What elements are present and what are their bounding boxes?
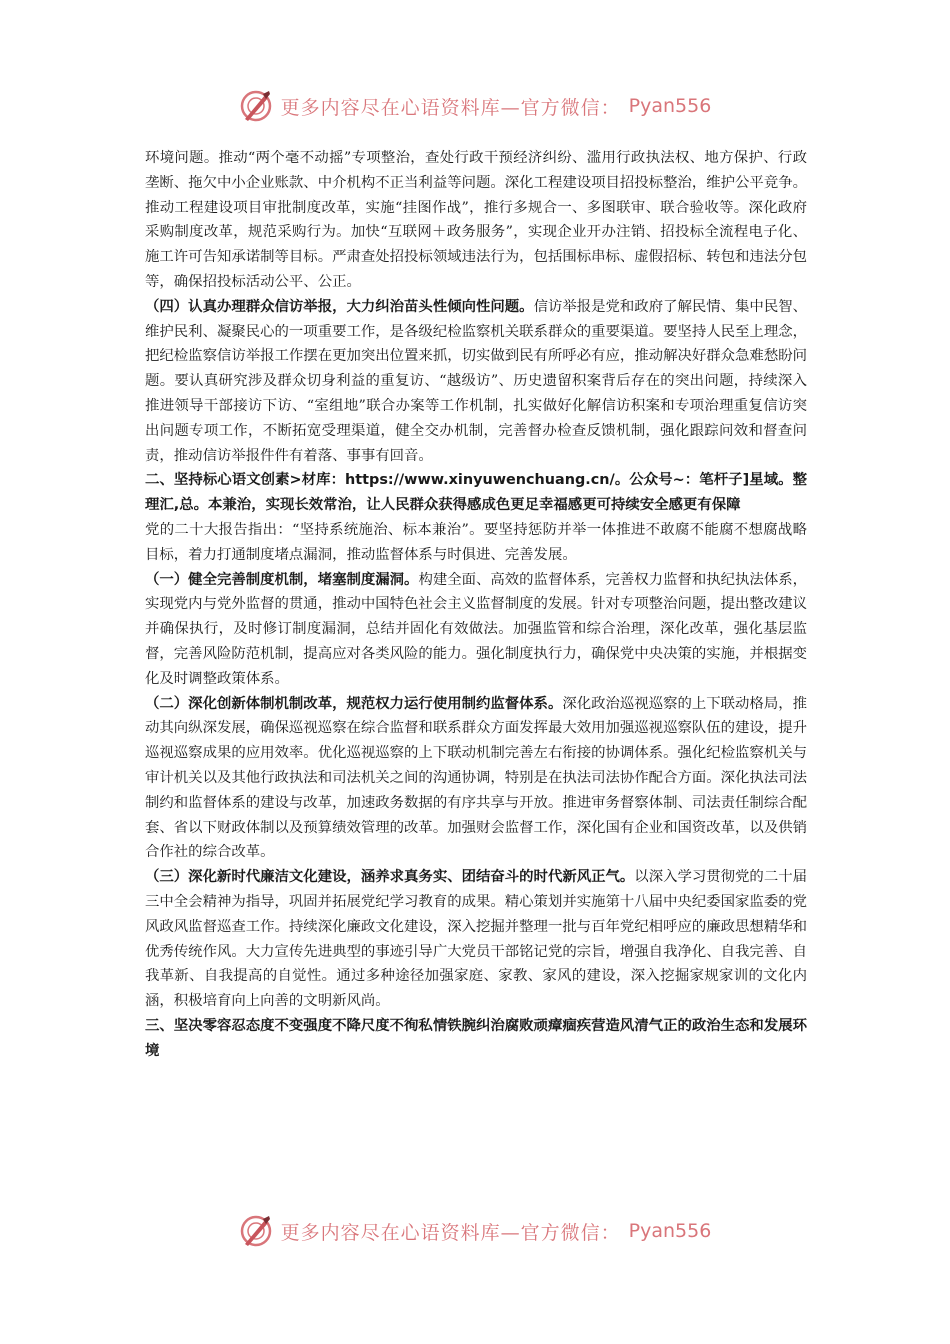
paragraph: [145, 295, 807, 469]
header-banner: [0, 86, 950, 126]
paragraph: [145, 568, 807, 692]
pen-logo-icon: [239, 89, 273, 123]
paragraph-body: 构建全面、高效的监督体系，完善权力监督和执纪执法体系，实现党内与党外监督的贯通，推动中国特色社会主义监督制度的发展。针对专项整治问题，提出整改建议并确保执行，及时修订制度漏洞，总结并固化有效做法。加强监管和综合治理，深化改革，强化基层监督，完善风险防范机制，提高应对各类风险的能力。强化制度执行力，确保党中央决策的实施，并根据变化及时调整政策体系。: [145, 571, 807, 687]
paragraph: 环境问题。推动“两个毫不动摇”专项整治，查处行政干预经济纠纷、滥用行政执法权、地方保护、行政垄断、拖欠中小企业账款、中介机构不正当利益等问题。深化工程建设项目招投标整治，维护公平竞争。推动工程建设项目审批制度改革，实施“挂图作战”，推行多规合一、多图联审、联合验收等。深化政府采购制度改革，规范采购行为。加快“互联网＋政务服务”，实现企业开办注销、招投标全流程电子化、施工许可告知承诺制等目标。严肃查处招投标领域违法行为，包括围标串标、虚假招标、转包和违法分包等，确保招投标活动公平、公正。: [145, 150, 807, 290]
footer-banner: [0, 1211, 950, 1251]
paragraph-body: 信访举报是党和政府了解民情、集中民智、维护民利、凝聚民心的一项重要工作，是各级纪检监察机关联系群众的重要渠道。要坚持人民至上理念，把纪检监察信访举报工作摆在更加突出位置来抓，切实做到民有所呼必有应，推动解决好群众急难愁盼问题。要认真研究涉及群众切身利益的重复访、“越级访”、历史遗留积案背后存在的突出问题，持续深入推进领导干部接访下访、“室组地”联合办案等工作机制，扎实做好化解信访积案和专项治理重复信访突出问题专项工作，不断拓宽受理渠道，健全交办机制，完善督办检查反馈机制，强化跟踪问效和督查问责，推动信访举报件件有着落、事事有回音。: [145, 298, 807, 464]
paragraph-body: 以深入学习贯彻党的二十届三中全会精神为指导，巩固并拓展党纪学习教育的成果。精心策划并实施第十八届中央纪委国家监委的党风政风监督巡查工作。持续深化廉政文化建设，深入挖掘并整理一批与百年党纪相呼应的廉政思想精华和优秀传统作风。大力宣传先进典型的事迹引导广大党员干部铭记党的宗旨，增强自我净化、自我完善、自我革新、自我提高的自觉性。通过多种途径加强家庭、家教、家风的建设，深入挖掘家规家训的文化内涵，积极培育向上向善的文明新风尚。: [145, 869, 807, 1010]
banner-text: 更多内容尽在心语资料库—官方微信：: [280, 96, 621, 119]
pen-logo-icon: [239, 1214, 273, 1248]
paragraph-lead: （四）认真办理群众信访举报，大力纠治苗头性倾向性问题。: [145, 298, 534, 315]
paragraph: 党的二十大报告指出：“坚持系统施治、标本兼治”。要坚持惩防并举一体推进不敢腐不能腐不想腐战略目标，着力打通制度堵点漏洞，推动监督体系与时俱进、完善发展。: [145, 521, 807, 563]
paragraph-lead: （二）深化创新体制机制改革，规范权力运行使用制约监督体系。: [145, 695, 563, 712]
wechat-id: Pyan556: [628, 1220, 712, 1242]
paragraph-lead: （三）深化新时代廉洁文化建设，涵养求真务实、团结奋斗的时代新风正气。: [145, 869, 635, 886]
paragraph: [145, 865, 807, 1014]
paragraph-lead: （一）健全完善制度机制，堵塞制度漏洞。: [145, 571, 419, 588]
paragraph-body: 深化政治巡视巡察的上下联动格局，推动其向纵深发展，确保巡视巡察在综合监督和联系群众方面发挥最大效用加强巡视巡察队伍的建设，提升巡视巡察成果的应用效率。优化巡视巡察的上下联动机制完善左右衔接的协调体系。强化纪检监察机关与审计机关以及其他行政执法和司法机关之间的沟通协调，特别是在执法司法协作配合方面。深化执法司法制约和监督体系的建设与改革，加速政务数据的有序共享与开放。推进审务督察体制、司法责任制综合配套、省以下财政体制以及预算绩效管理的改革。加强财会监督工作，深化国有企业和国资改革，以及供销合作社的综合改革。: [145, 695, 807, 861]
banner-text: 更多内容尽在心语资料库—官方微信：: [280, 1221, 621, 1244]
document-body: [145, 146, 807, 1063]
paragraph: [145, 692, 807, 866]
section-heading: 二、坚持标心语文创素>材库：https://www.xinyuwenchuang.cn/。公众号~：笔杆子]星域。整理汇,总。本兼治，实现长效常治，让人民群众获得感成色更足幸福感更可持续安全感更有保障: [145, 472, 807, 514]
section-heading: 三、坚决零容忍态度不变强度不降尺度不徇私情铁腕纠治腐败顽瘴痼疾营造风清气正的政治生态和发展环境: [145, 1017, 807, 1059]
wechat-id: Pyan556: [628, 95, 712, 117]
